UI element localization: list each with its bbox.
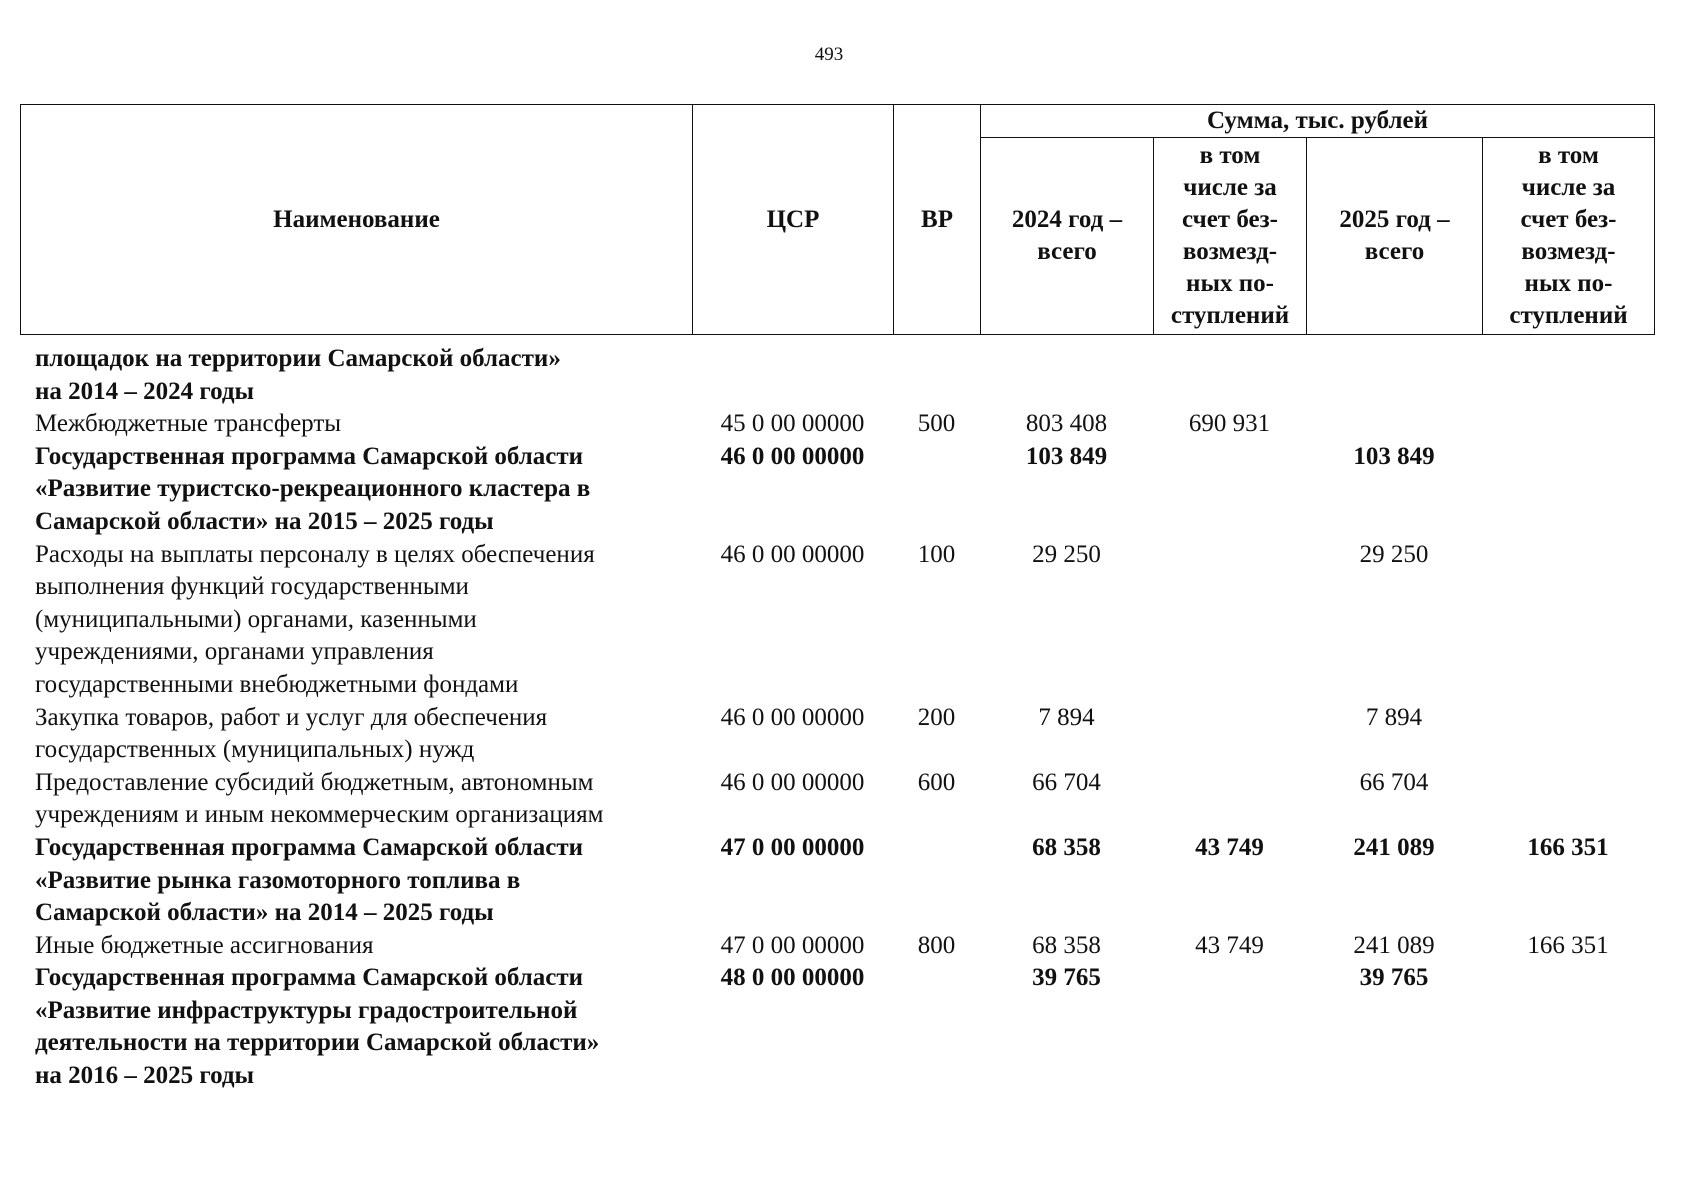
row-csr: 46 0 00 00000 <box>720 540 865 568</box>
row-2025: 7 894 <box>1365 703 1423 731</box>
row-2024-grants <box>1153 539 1306 702</box>
row-2025-grants <box>1482 343 1654 408</box>
row-2025-grants <box>1482 702 1654 767</box>
table-header <box>20 104 1655 335</box>
table-row <box>20 408 1660 441</box>
row-2025-grants: 166 351 <box>1527 833 1609 861</box>
row-name: Иные бюджетные ассигнования <box>35 931 374 959</box>
row-2025: 39 765 <box>1359 964 1429 992</box>
row-name: Закупка товаров, работ и услуг для обеспечения государственных (муниципальных) нужд <box>35 703 548 764</box>
row-vr: 800 <box>917 931 956 959</box>
row-vr <box>893 962 980 1092</box>
header-name: Наименование <box>21 105 693 335</box>
header-vr: ВР <box>894 105 981 335</box>
row-2024: 68 358 <box>1032 931 1101 959</box>
row-2024-grants <box>1153 767 1306 832</box>
row-2024: 7 894 <box>1038 703 1095 731</box>
table-row <box>20 767 1660 832</box>
row-2024: 68 358 <box>1032 833 1101 861</box>
row-name: Предоставление субсидий бюджетным, автономным учреждениям и иным некоммерческим организациям <box>35 768 604 829</box>
table-row <box>20 832 1660 930</box>
row-2025: 29 250 <box>1359 540 1429 568</box>
row-2024: 39 765 <box>1032 964 1101 992</box>
row-name: Государственная программа Самарской области «Развитие туристско-рекреационного кластера в Самарской области» на 2015 – 2025 годы <box>35 442 591 535</box>
row-name: Государственная программа Самарской области «Развитие рынка газомоторного топлива в Самарской области» на 2014 – 2025 годы <box>35 833 584 927</box>
row-vr <box>893 441 980 539</box>
table-row <box>20 343 1660 408</box>
row-2025: 66 704 <box>1359 768 1429 796</box>
header-csr: ЦСР <box>693 105 894 335</box>
row-2025-grants <box>1482 767 1654 832</box>
row-2024-grants: 43 749 <box>1195 931 1264 959</box>
table-row <box>20 962 1660 1092</box>
row-2024-grants: 43 749 <box>1195 833 1264 861</box>
row-name: Расходы на выплаты персоналу в целях обеспечения выполнения функций государственными (муниципальными) органами, казенными учреждениями, органами управления государственными внебюджетными фондами <box>35 540 595 698</box>
row-vr: 200 <box>917 703 956 731</box>
header-2024-grants: в том числе за счет без- возмезд- ных по- ступлений <box>1154 138 1307 335</box>
row-2025: 241 089 <box>1353 931 1435 959</box>
row-2024-grants: 690 931 <box>1188 410 1271 438</box>
table-body <box>20 343 1660 1093</box>
row-2024: 803 408 <box>1025 410 1108 438</box>
row-2025-grants <box>1482 962 1654 1092</box>
row-csr: 45 0 00 00000 <box>720 410 865 438</box>
row-name: площадок на территории Самарской области» на 2014 – 2024 годы <box>35 345 561 405</box>
row-vr: 600 <box>917 768 956 796</box>
row-2024-grants <box>1153 441 1306 539</box>
header-sum-title: Сумма, тыс. рублей <box>981 105 1655 138</box>
row-name: Государственная программа Самарской области «Развитие инфраструктуры градостроительной деятельности на территории Самарской области» на 2016 – 2025 годы <box>35 964 600 1090</box>
row-csr: 46 0 00 00000 <box>720 703 865 731</box>
row-2025 <box>1306 343 1482 408</box>
row-csr: 46 0 00 00000 <box>720 442 865 470</box>
row-csr: 46 0 00 00000 <box>720 768 865 796</box>
row-vr: 100 <box>917 540 956 568</box>
table-row <box>20 930 1660 963</box>
table-row <box>20 441 1660 539</box>
row-2024: 29 250 <box>1032 540 1101 568</box>
header-2025-grants: в том числе за счет без- возмезд- ных по- ступлений <box>1483 138 1655 335</box>
header-2025-total: 2025 год – всего <box>1307 138 1483 335</box>
row-2025: 241 089 <box>1353 833 1435 861</box>
row-name: Межбюджетные трансферты <box>35 410 342 438</box>
row-csr: 48 0 00 00000 <box>720 964 865 992</box>
row-2025 <box>1306 408 1482 441</box>
row-2025: 103 849 <box>1353 442 1435 470</box>
row-vr <box>893 343 980 408</box>
header-2024-total: 2024 год – всего <box>981 138 1154 335</box>
row-2024-grants <box>1153 702 1306 767</box>
row-2025-grants: 166 351 <box>1527 931 1609 959</box>
row-csr: 47 0 00 00000 <box>720 833 865 861</box>
row-2024: 66 704 <box>1032 768 1101 796</box>
row-csr: 47 0 00 00000 <box>720 931 865 959</box>
row-csr <box>692 343 893 408</box>
row-2025-grants <box>1482 441 1654 539</box>
row-2025-grants <box>1482 539 1654 702</box>
row-2024-grants <box>1153 343 1306 408</box>
row-2024-grants <box>1153 962 1306 1092</box>
row-2024 <box>980 343 1153 408</box>
row-vr: 500 <box>917 410 956 438</box>
table-row <box>20 702 1660 767</box>
row-vr <box>893 832 980 930</box>
table-row <box>20 539 1660 702</box>
row-2024: 103 849 <box>1025 442 1108 470</box>
page-number: 493 <box>814 44 844 65</box>
row-2025-grants <box>1482 408 1654 441</box>
